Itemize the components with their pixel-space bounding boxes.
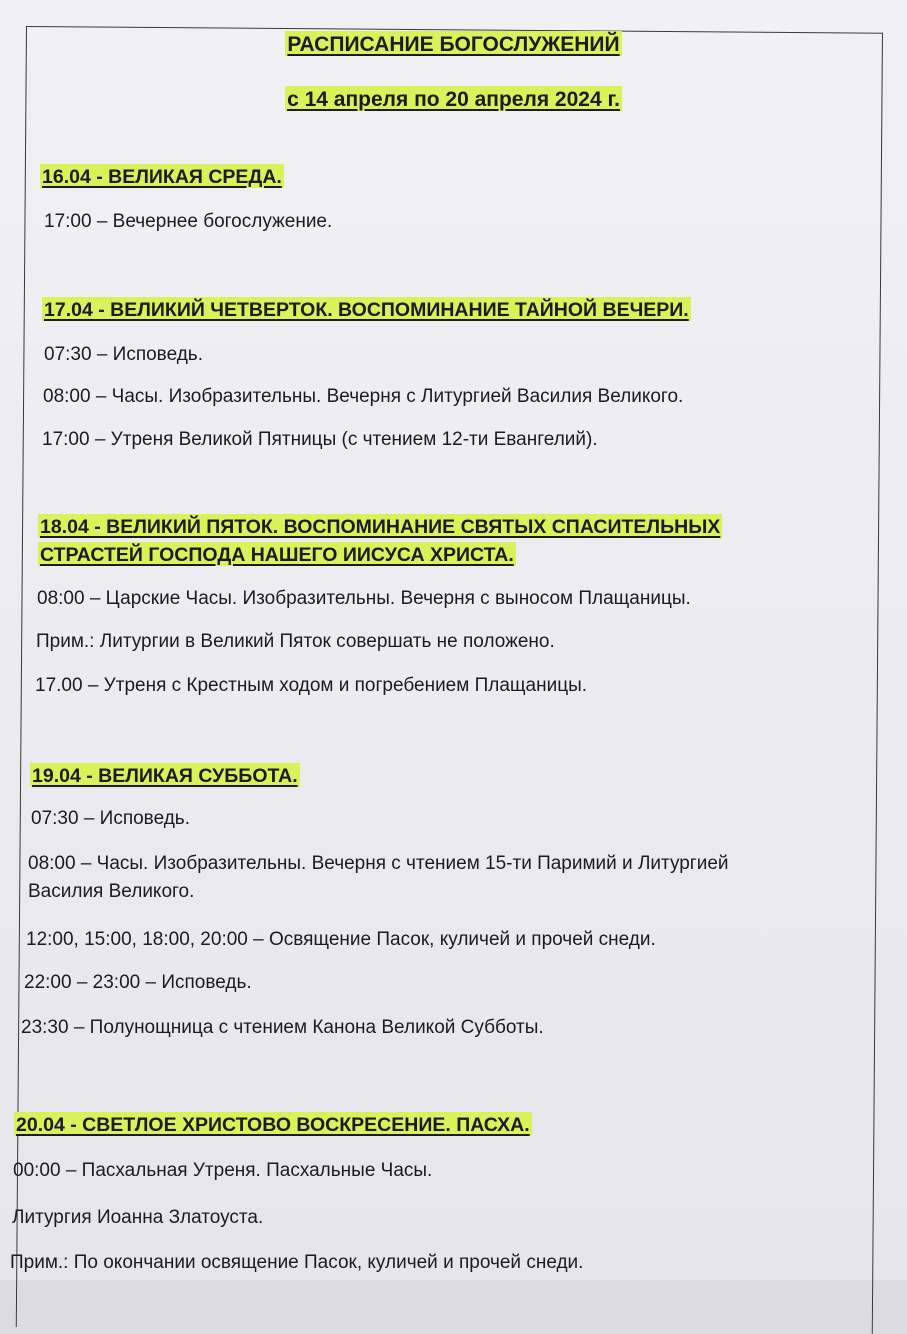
schedule-line: 17:00 – Вечернее богослужение. xyxy=(44,211,333,232)
day-heading-1904: 19.04 - ВЕЛИКАЯ СУББОТА. xyxy=(32,765,298,787)
schedule-note: Прим.: По окончании освящение Пасок, куличей и прочей снеди. xyxy=(10,1252,584,1273)
schedule-title: РАСПИСАНИЕ БОГОСЛУЖЕНИЙ xyxy=(287,33,620,56)
schedule-line: 08:00 – Царские Часы. Изобразительны. Вечерня с выносом Плащаницы. xyxy=(37,588,691,609)
schedule-line: 17.00 – Утреня с Крестным ходом и погребением Плащаницы. xyxy=(35,675,588,696)
schedule-note: Прим.: Литургии в Великий Пяток совершать не положено. xyxy=(36,631,555,652)
schedule-line: 23:30 – Полунощница с чтением Канона Великой Субботы. xyxy=(21,1017,544,1038)
schedule-line: 07:30 – Исповедь. xyxy=(31,808,190,829)
day-heading-1704: 17.04 - ВЕЛИКИЙ ЧЕТВЕРТОК. ВОСПОМИНАНИЕ ТАЙНОЙ ВЕЧЕРИ. xyxy=(44,299,689,321)
day-heading-1604: 16.04 - ВЕЛИКАЯ СРЕДА. xyxy=(42,166,282,188)
schedule-line: 07:30 – Исповедь. xyxy=(44,344,203,365)
schedule-line: 08:00 – Часы. Изобразительны. Вечерня с Литургией Василия Великого. xyxy=(43,386,684,407)
schedule-line: 08:00 – Часы. Изобразительны. Вечерня с чтением 15-ти Паримий и Литургией xyxy=(28,853,729,874)
schedule-line: 12:00, 15:00, 18:00, 20:00 – Освящение Пасок, куличей и прочей снеди. xyxy=(26,929,656,950)
day-heading-1804-line1: 18.04 - ВЕЛИКИЙ ПЯТОК. ВОСПОМИНАНИЕ СВЯТЫХ СПАСИТЕЛЬНЫХ xyxy=(40,516,721,538)
schedule-line: Литургия Иоанна Златоуста. xyxy=(12,1207,264,1228)
schedule-line: Василия Великого. xyxy=(28,881,195,902)
day-heading-1804-line2: СТРАСТЕЙ ГОСПОДА НАШЕГО ИИСУСА ХРИСТА. xyxy=(40,544,514,566)
schedule-line: 17:00 – Утреня Великой Пятницы (с чтением 12-ти Евангелий). xyxy=(42,429,598,450)
schedule-line: 22:00 – 23:00 – Исповедь. xyxy=(24,972,252,993)
schedule-line: 00:00 – Пасхальная Утреня. Пасхальные Часы. xyxy=(13,1160,433,1181)
schedule-date-range: с 14 апреля по 20 апреля 2024 г. xyxy=(287,88,620,111)
day-heading-2004: 20.04 - СВЕТЛОЕ ХРИСТОВО ВОСКРЕСЕНИЕ. ПАСХА. xyxy=(16,1114,530,1136)
